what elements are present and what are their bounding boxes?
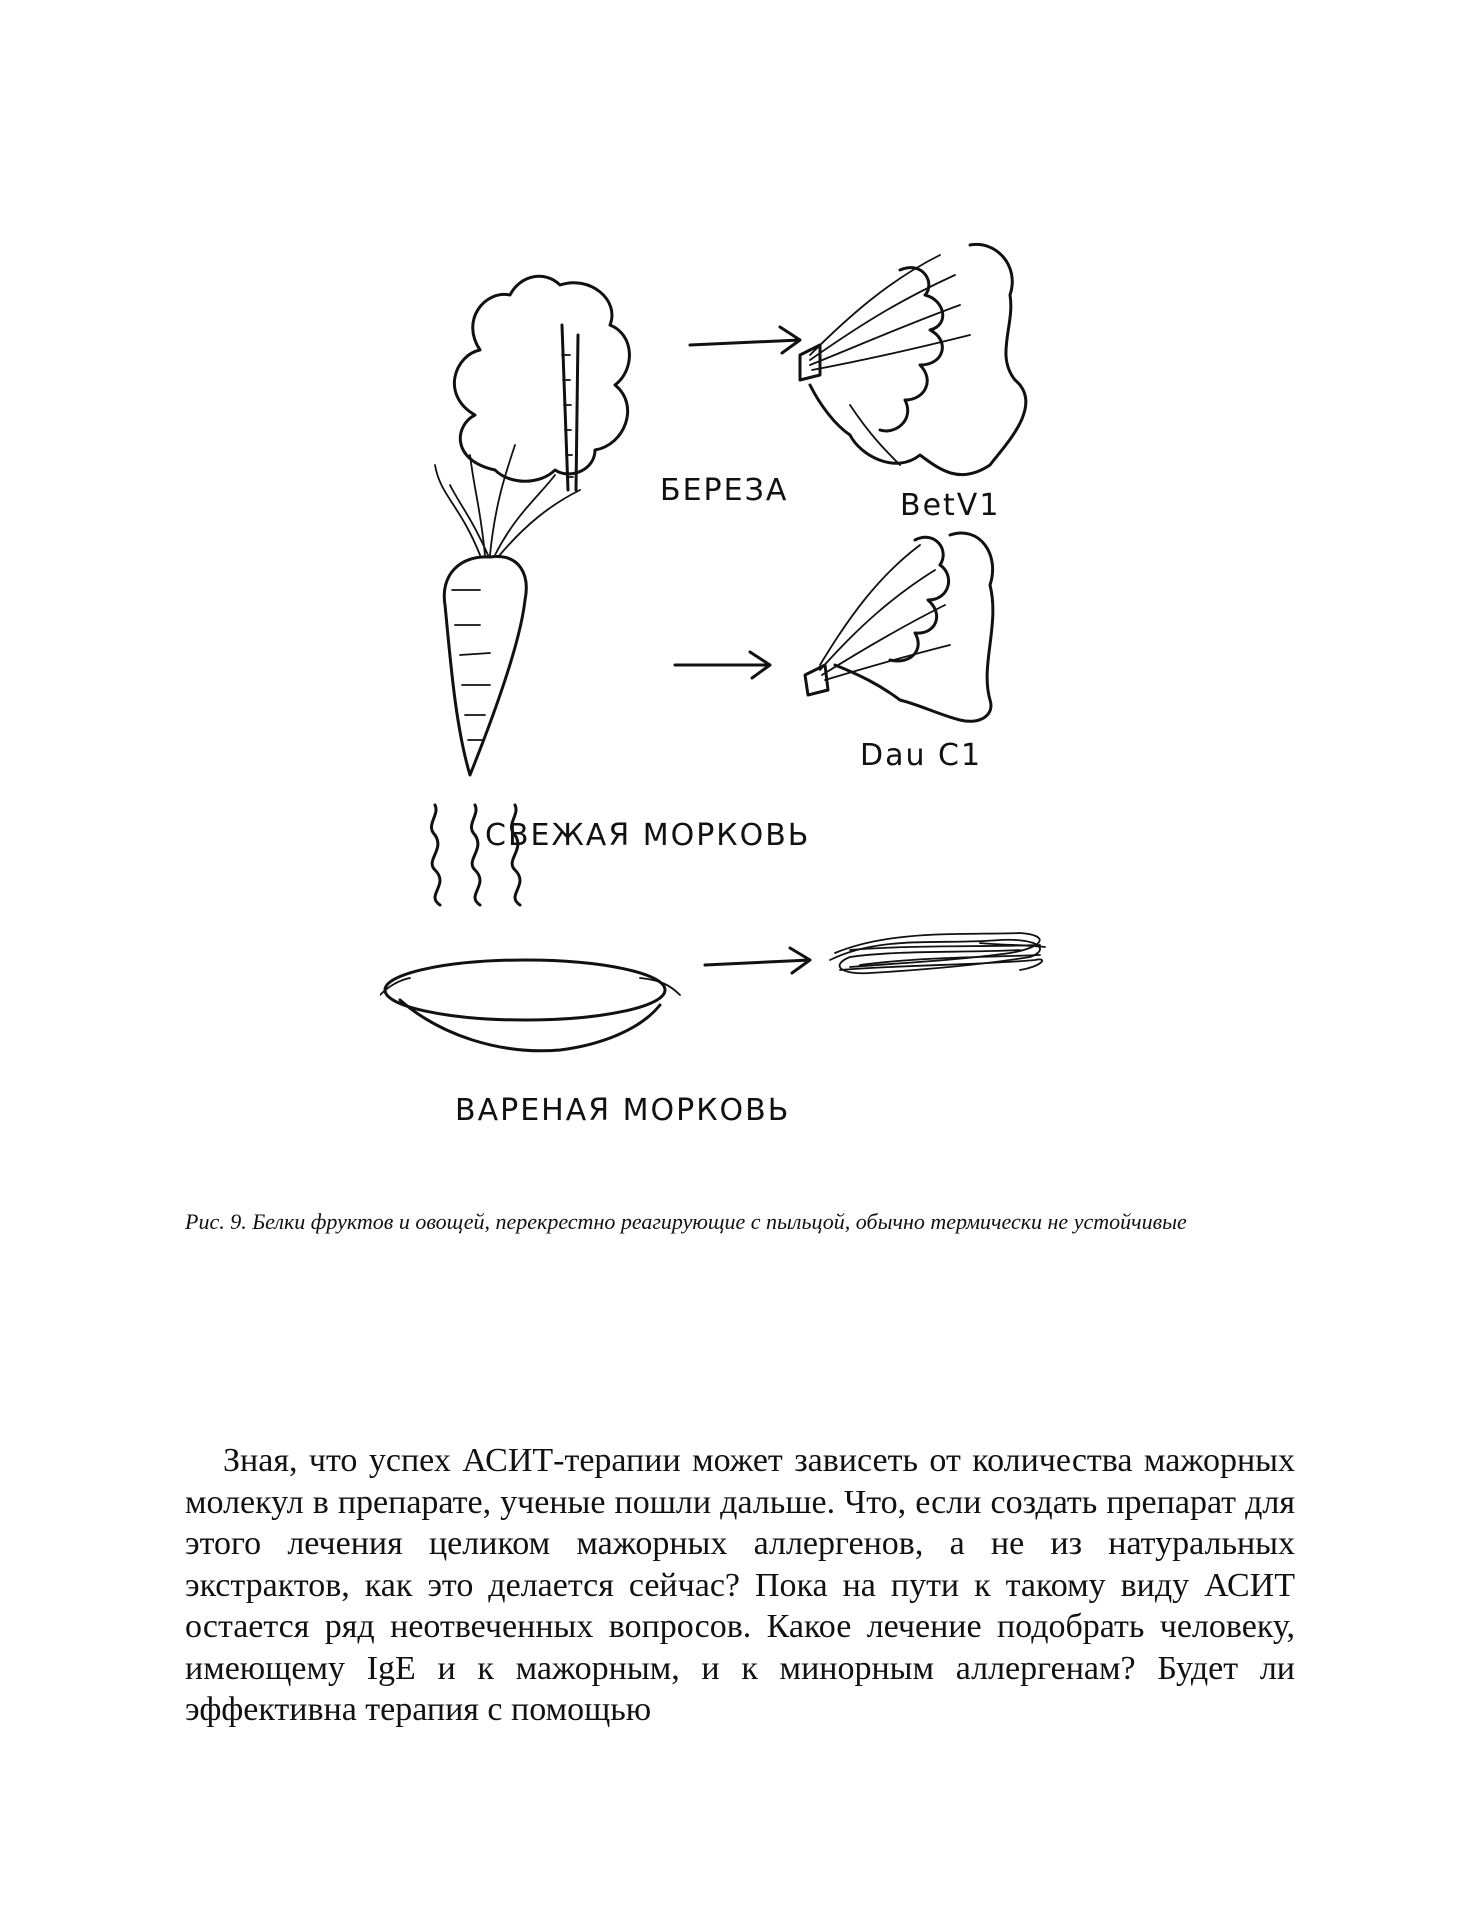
dauc1-label: Dau C1 bbox=[860, 738, 983, 773]
plate-icon bbox=[380, 960, 680, 1051]
fresh-carrot-label: СВЕЖАЯ МОРКОВЬ bbox=[485, 818, 811, 853]
betv1-label: BetV1 bbox=[900, 488, 1001, 523]
figure-illustration bbox=[380, 205, 1080, 1155]
hand-drawn-diagram bbox=[380, 205, 1080, 1155]
carrot-icon bbox=[435, 445, 580, 775]
arrow-right-icon bbox=[705, 948, 810, 973]
dauc1-protein-icon bbox=[805, 533, 993, 721]
birch-label: БЕРЕЗА bbox=[660, 473, 789, 508]
body-paragraph: Зная, что успех АСИТ-терапии может зависеть от количества мажорных молекул в препарате, ученые пошли дальше. Что, если создать препарат для этого лечения целиком мажорных аллергенов, а не из натуральных экстрактов, как это делается сейчас? Пока на пути к такому виду АСИТ остается ряд неотвеченных вопросов. Какое лечение подобрать человеку, имеющему IgE и к мажорным, и к минорным аллергенам? Будет ли эффективна терапия с помощью bbox=[185, 1442, 1295, 1728]
denatured-protein-icon bbox=[830, 933, 1045, 973]
betv1-protein-icon bbox=[800, 244, 1026, 474]
birch-tree-icon bbox=[454, 276, 629, 490]
boiled-carrot-label: ВАРЕНАЯ МОРКОВЬ bbox=[455, 1093, 791, 1128]
figure-caption: Рис. 9. Белки фруктов и овощей, перекрестно реагирующие с пыльцой, обычно термически не устойчивые bbox=[185, 1209, 1187, 1234]
arrow-right-icon bbox=[690, 327, 800, 353]
arrow-right-icon bbox=[675, 652, 770, 678]
